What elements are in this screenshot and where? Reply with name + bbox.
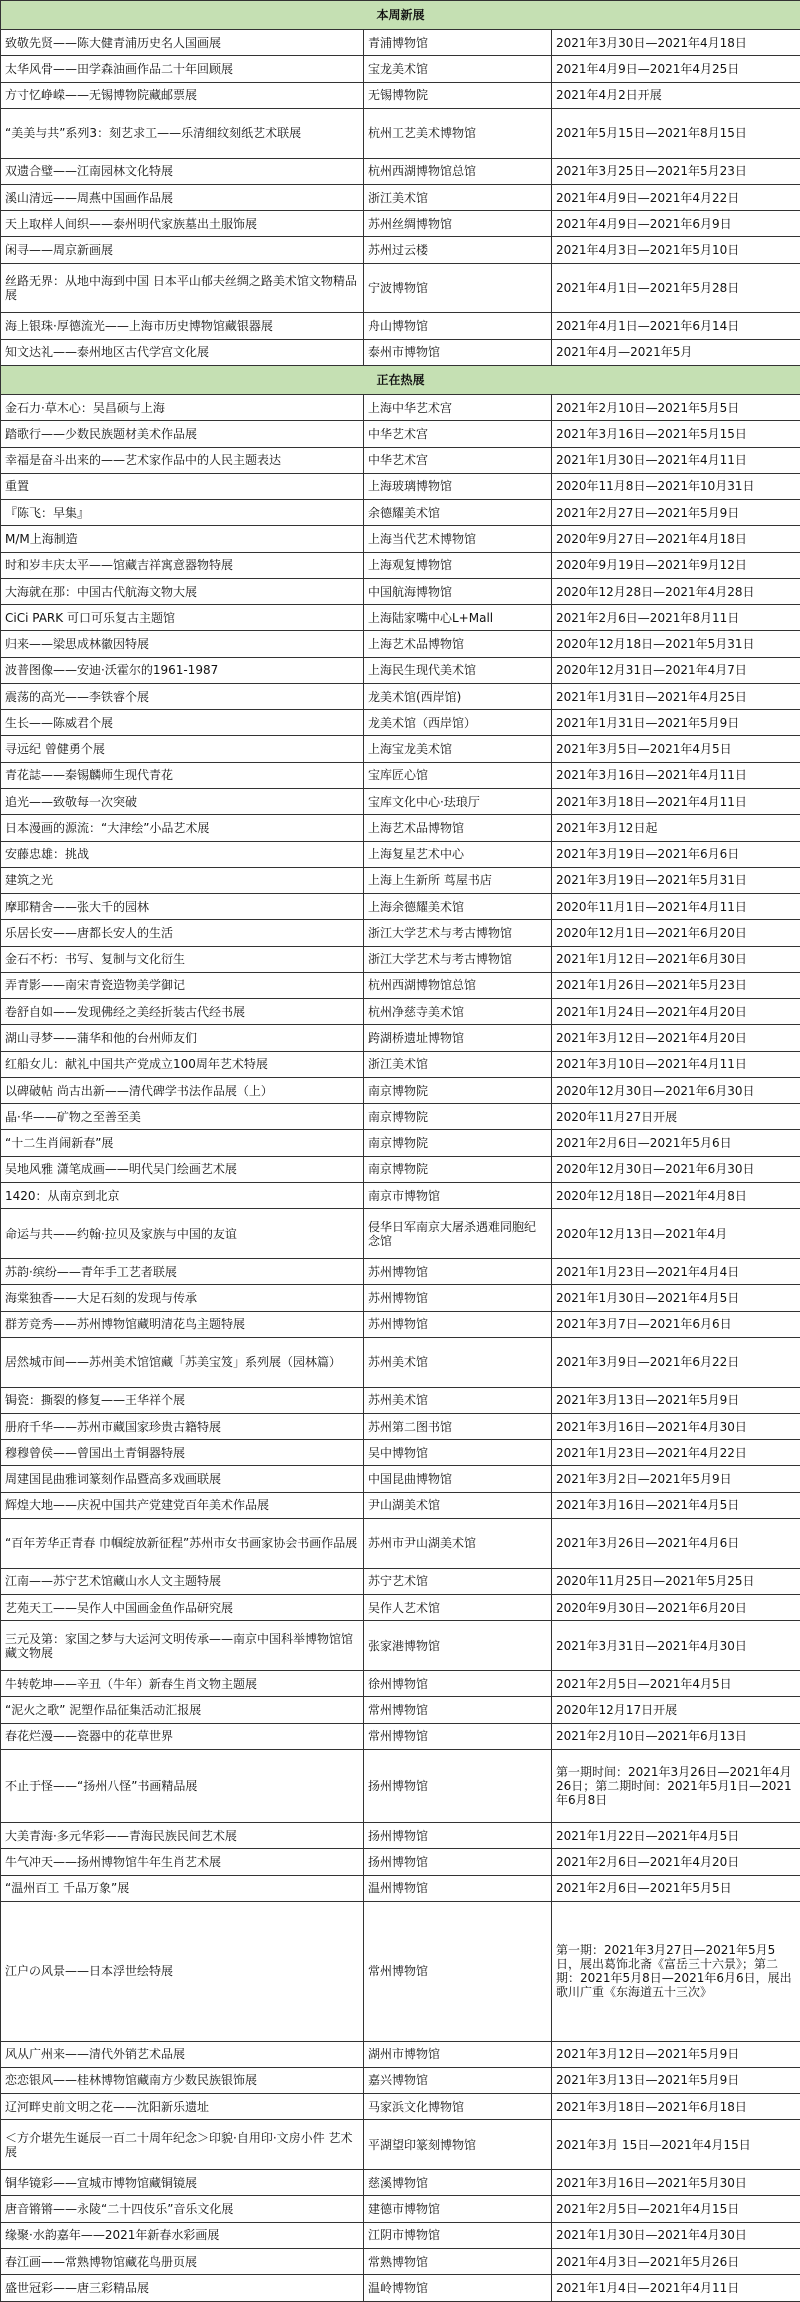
table-row — [1, 82, 800, 108]
table-row — [1, 683, 800, 709]
date-cell: 2021年3月10日—2021年4月11日 — [552, 1051, 800, 1077]
date-cell: 2021年3月16日—2021年5月15日 — [552, 421, 800, 447]
exhibition-name-cell: 乐居长安——唐都长安人的生活 — [1, 920, 364, 946]
exhibition-name-cell: 辽河畔史前文明之花——沈阳新乐遗址 — [1, 2094, 364, 2120]
date-cell: 2021年1月23日—2021年4月4日 — [552, 1259, 800, 1285]
table-row — [1, 339, 800, 365]
exhibition-name-cell: 春花烂漫——瓷器中的花草世界 — [1, 1723, 364, 1749]
table-row — [1, 1077, 800, 1103]
venue-cell: 上海陆家嘴中心L+Mall — [364, 605, 552, 631]
exhibition-name-cell: 苏韵·缤纷——青年手工艺者联展 — [1, 1259, 364, 1285]
exhibition-name-cell: 弄青影——南宋青瓷造物美学御记 — [1, 972, 364, 998]
venue-cell: 扬州博物馆 — [364, 1849, 552, 1875]
date-cell: 2020年12月17日开展 — [552, 1697, 800, 1723]
exhibition-name-cell: 艺苑天工——吴作人中国画金鱼作品研究展 — [1, 1594, 364, 1620]
exhibition-name-cell: 居然城市间——苏州美术馆馆藏「苏美宝笈」系列展（园林篇） — [1, 1337, 364, 1387]
table-row — [1, 631, 800, 657]
date-cell: 2021年2月10日—2021年5月5日 — [552, 395, 800, 421]
date-cell: 2020年12月18日—2021年5月31日 — [552, 631, 800, 657]
exhibition-name-cell: 天上取样人间织——泰州明代家族墓出土服饰展 — [1, 211, 364, 237]
table-row — [1, 2041, 800, 2067]
exhibition-name-cell: 致敬先贤——陈大健青浦历史名人国画展 — [1, 30, 364, 56]
date-cell: 2021年2月5日—2021年4月5日 — [552, 1671, 800, 1697]
exhibition-name-cell: 恋恋银风——桂林博物馆藏南方少数民族银饰展 — [1, 2067, 364, 2093]
venue-cell: 苏州市尹山湖美术馆 — [364, 1518, 552, 1568]
date-cell: 2021年1月24日—2021年4月20日 — [552, 999, 800, 1025]
venue-cell: 杭州西湖博物馆总馆 — [364, 972, 552, 998]
venue-cell: 杭州西湖博物馆总馆 — [364, 158, 552, 184]
table-row — [1, 789, 800, 815]
table-row — [1, 1875, 800, 1901]
exhibition-name-cell: 波普图像——安迪·沃霍尔的1961-1987 — [1, 657, 364, 683]
venue-cell: 上海艺术品博物馆 — [364, 631, 552, 657]
date-cell: 2020年12月28日—2021年4月28日 — [552, 578, 800, 604]
table-row — [1, 578, 800, 604]
date-cell: 2021年2月6日—2021年8月11日 — [552, 605, 800, 631]
date-cell: 2021年3月18日—2021年6月18日 — [552, 2094, 800, 2120]
table-row — [1, 1621, 800, 1671]
table-row — [1, 56, 800, 82]
date-cell: 2021年2月27日—2021年5月9日 — [552, 500, 800, 526]
table-row — [1, 2170, 800, 2196]
venue-cell: 马家浜文化博物馆 — [364, 2094, 552, 2120]
venue-cell: 嘉兴博物馆 — [364, 2067, 552, 2093]
table-row — [1, 657, 800, 683]
date-cell: 2021年3月19日—2021年5月31日 — [552, 867, 800, 893]
date-cell: 2020年11月1日—2021年4月11日 — [552, 894, 800, 920]
date-cell: 2021年4月3日—2021年5月10日 — [552, 237, 800, 263]
table-row — [1, 395, 800, 421]
table-row — [1, 552, 800, 578]
section-title: 正在热展 — [1, 365, 800, 394]
date-cell: 2020年9月30日—2021年6月20日 — [552, 1594, 800, 1620]
date-cell: 2021年4月9日—2021年4月22日 — [552, 184, 800, 210]
exhibition-name-cell: 时和岁丰庆太平——馆藏吉祥寓意器物特展 — [1, 552, 364, 578]
date-cell: 2020年9月27日—2021年4月18日 — [552, 526, 800, 552]
exhibition-name-cell: 1420：从南京到北京 — [1, 1182, 364, 1208]
table-row — [1, 815, 800, 841]
exhibition-name-cell: 日本漫画的源流：“大津绘”小品艺术展 — [1, 815, 364, 841]
date-cell: 2021年1月23日—2021年4月22日 — [552, 1440, 800, 1466]
table-row — [1, 2275, 800, 2302]
date-cell: 2020年9月19日—2021年9月12日 — [552, 552, 800, 578]
venue-cell: 上海上生新所 茑屋书店 — [364, 867, 552, 893]
date-cell: 2021年1月30日—2021年4月30日 — [552, 2222, 800, 2248]
table-row — [1, 211, 800, 237]
date-cell: 2021年3月12日起 — [552, 815, 800, 841]
date-cell: 2021年1月22日—2021年4月5日 — [552, 1823, 800, 1849]
exhibition-name-cell: 风从广州来——清代外销艺术品展 — [1, 2041, 364, 2067]
venue-cell: 南京博物院 — [364, 1130, 552, 1156]
table-row — [1, 473, 800, 499]
exhibition-name-cell: “十二生肖闹新春”展 — [1, 1130, 364, 1156]
venue-cell: 上海艺术品博物馆 — [364, 815, 552, 841]
venue-cell: 常熟博物馆 — [364, 2248, 552, 2274]
table-row — [1, 108, 800, 158]
exhibition-name-cell: “温州百工 千品万象”展 — [1, 1875, 364, 1901]
date-cell: 2021年3月16日—2021年4月5日 — [552, 1492, 800, 1518]
exhibition-name-cell: 红船女儿：献礼中国共产党成立100周年艺术特展 — [1, 1051, 364, 1077]
exhibition-name-cell: 卷舒自如——发现佛经之美经折装古代经书展 — [1, 999, 364, 1025]
venue-cell: 无锡博物院 — [364, 82, 552, 108]
venue-cell: 常州博物馆 — [364, 1723, 552, 1749]
venue-cell: 南京博物院 — [364, 1104, 552, 1130]
exhibition-name-cell: CiCi PARK 可口可乐复古主题馆 — [1, 605, 364, 631]
table-row — [1, 1413, 800, 1439]
date-cell: 2021年4月2日开展 — [552, 82, 800, 108]
exhibition-name-cell: 建筑之光 — [1, 867, 364, 893]
venue-cell: 南京博物院 — [364, 1077, 552, 1103]
venue-cell: 慈溪博物馆 — [364, 2170, 552, 2196]
date-cell: 2021年2月10日—2021年6月13日 — [552, 1723, 800, 1749]
table-row — [1, 447, 800, 473]
table-row — [1, 2196, 800, 2222]
venue-cell: 常州博物馆 — [364, 1901, 552, 2041]
table-row — [1, 1901, 800, 2041]
date-cell: 2021年4月1日—2021年6月14日 — [552, 313, 800, 339]
date-cell: 2021年3月16日—2021年4月11日 — [552, 762, 800, 788]
venue-cell: 上海民生现代美术馆 — [364, 657, 552, 683]
exhibition-name-cell: 丝路无界：从地中海到中国 日本平山郁夫丝绸之路美术馆文物精品展 — [1, 263, 364, 313]
venue-cell: 侵华日军南京大屠杀遇难同胞纪念馆 — [364, 1209, 552, 1259]
table-row — [1, 1518, 800, 1568]
venue-cell: 苏州丝绸博物馆 — [364, 211, 552, 237]
venue-cell: 青浦博物馆 — [364, 30, 552, 56]
exhibition-name-cell: 以碑破帖 尚古出新——清代碑学书法作品展（上） — [1, 1077, 364, 1103]
venue-cell: 扬州博物馆 — [364, 1823, 552, 1849]
exhibition-name-cell: 唐音锵锵——永陵“二十四伎乐”音乐文化展 — [1, 2196, 364, 2222]
table-row — [1, 1259, 800, 1285]
table-row — [1, 237, 800, 263]
venue-cell: 扬州博物馆 — [364, 1749, 552, 1822]
date-cell: 2021年3月13日—2021年5月9日 — [552, 2067, 800, 2093]
date-cell: 2021年3月12日—2021年5月9日 — [552, 2041, 800, 2067]
table-row — [1, 1311, 800, 1337]
table-row — [1, 1209, 800, 1259]
venue-cell: 杭州净慈寺美术馆 — [364, 999, 552, 1025]
venue-cell: 常州博物馆 — [364, 1697, 552, 1723]
exhibition-name-cell: “美美与共”系列3：刻艺求工——乐清细纹刻纸艺术联展 — [1, 108, 364, 158]
section-header-row — [1, 365, 800, 394]
venue-cell: 杭州工艺美术博物馆 — [364, 108, 552, 158]
table-row — [1, 841, 800, 867]
venue-cell: 宝库匠心馆 — [364, 762, 552, 788]
exhibition-name-cell: 追光——致敬每一次突破 — [1, 789, 364, 815]
exhibition-name-cell: 摩耶精舍——张大千的园林 — [1, 894, 364, 920]
date-cell: 2021年1月31日—2021年4月25日 — [552, 683, 800, 709]
date-cell: 2021年4月1日—2021年5月28日 — [552, 263, 800, 313]
venue-cell: 张家港博物馆 — [364, 1621, 552, 1671]
table-row — [1, 1337, 800, 1387]
exhibition-name-cell: 知文达礼——泰州地区古代学宫文化展 — [1, 339, 364, 365]
exhibition-name-cell: 不止于怪——“扬州八怪”书画精品展 — [1, 1749, 364, 1822]
venue-cell: 浙江美术馆 — [364, 1051, 552, 1077]
date-cell: 2021年3月19日—2021年6月6日 — [552, 841, 800, 867]
venue-cell: 浙江美术馆 — [364, 184, 552, 210]
table-row — [1, 1849, 800, 1875]
date-cell: 2021年3月16日—2021年5月30日 — [552, 2170, 800, 2196]
exhibition-name-cell: 『陈飞：早集』 — [1, 500, 364, 526]
table-row — [1, 1182, 800, 1208]
venue-cell: 温州博物馆 — [364, 1875, 552, 1901]
venue-cell: 徐州博物馆 — [364, 1671, 552, 1697]
exhibition-name-cell: 江南——苏宁艺术馆藏山水人文主题特展 — [1, 1568, 364, 1594]
table-row — [1, 946, 800, 972]
venue-cell: 南京博物院 — [364, 1156, 552, 1182]
exhibition-name-cell: 海棠独香——大足石刻的发现与传承 — [1, 1285, 364, 1311]
exhibition-name-cell: 周建国昆曲雅词篆刻作品暨高多戏画联展 — [1, 1466, 364, 1492]
date-cell: 2021年2月5日—2021年4月15日 — [552, 2196, 800, 2222]
table-row — [1, 605, 800, 631]
venue-cell: 苏州博物馆 — [364, 1285, 552, 1311]
venue-cell: 龙美术馆(西岸馆) — [364, 683, 552, 709]
venue-cell: 浙江大学艺术与考古博物馆 — [364, 920, 552, 946]
exhibition-name-cell: 牛气冲天——扬州博物馆牛年生肖艺术展 — [1, 1849, 364, 1875]
date-cell: 2020年12月1日—2021年6月20日 — [552, 920, 800, 946]
table-row — [1, 920, 800, 946]
date-cell: 2021年4月9日—2021年6月9日 — [552, 211, 800, 237]
exhibition-name-cell: 海上银珠·厚德流光——上海市历史博物馆藏银器展 — [1, 313, 364, 339]
venue-cell: 吴中博物馆 — [364, 1440, 552, 1466]
table-row — [1, 1025, 800, 1051]
table-row — [1, 421, 800, 447]
exhibition-name-cell: 牛转乾坤——辛丑（牛年）新春生肖文物主题展 — [1, 1671, 364, 1697]
table-row — [1, 894, 800, 920]
exhibition-name-cell: 缘聚·水韵嘉年——2021年新春水彩画展 — [1, 2222, 364, 2248]
venue-cell: 宝龙美术馆 — [364, 56, 552, 82]
table-row — [1, 2222, 800, 2248]
date-cell: 2020年12月31日—2021年4月7日 — [552, 657, 800, 683]
exhibition-name-cell: 辉煌大地——庆祝中国共产党建党百年美术作品展 — [1, 1492, 364, 1518]
exhibition-name-cell: ＜方介堪先生诞辰一百二十周年纪念＞印貌·自用印·文房小件 艺术展 — [1, 2120, 364, 2170]
date-cell: 2021年3月5日—2021年4月5日 — [552, 736, 800, 762]
venue-cell: 吴作人艺术馆 — [364, 1594, 552, 1620]
table-row — [1, 1568, 800, 1594]
section-header-row — [1, 1, 800, 30]
date-cell: 2021年3月2日—2021年5月9日 — [552, 1466, 800, 1492]
table-row — [1, 1156, 800, 1182]
date-cell: 2021年4月9日—2021年4月25日 — [552, 56, 800, 82]
exhibition-name-cell: 锔瓷：撕裂的修复——王华祥个展 — [1, 1387, 364, 1413]
date-cell: 2021年1月12日—2021年6月30日 — [552, 946, 800, 972]
date-cell: 2021年3月13日—2021年5月9日 — [552, 1387, 800, 1413]
date-cell: 2020年12月30日—2021年6月30日 — [552, 1156, 800, 1182]
date-cell: 2021年1月4日—2021年4月11日 — [552, 2275, 800, 2302]
date-cell: 2020年12月18日—2021年4月8日 — [552, 1182, 800, 1208]
exhibition-name-cell: 铜华镜彩——宣城市博物馆藏铜镜展 — [1, 2170, 364, 2196]
exhibition-name-cell: 青花誌——秦锡麟师生现代青花 — [1, 762, 364, 788]
table-row — [1, 736, 800, 762]
exhibition-name-cell: “百年芳华正青春 巾帼绽放新征程”苏州市女书画家协会书画作品展 — [1, 1518, 364, 1568]
exhibition-name-cell: M/M上海制造 — [1, 526, 364, 552]
date-cell: 2020年11月25日—2021年5月25日 — [552, 1568, 800, 1594]
date-cell: 2021年3月26日—2021年4月6日 — [552, 1518, 800, 1568]
venue-cell: 上海当代艺术博物馆 — [364, 526, 552, 552]
date-cell: 2020年12月30日—2021年6月30日 — [552, 1077, 800, 1103]
table-row — [1, 2248, 800, 2274]
table-row — [1, 1823, 800, 1849]
venue-cell: 宁波博物馆 — [364, 263, 552, 313]
date-cell: 2021年4月3日—2021年5月26日 — [552, 2248, 800, 2274]
venue-cell: 苏州美术馆 — [364, 1387, 552, 1413]
exhibition-name-cell: 三元及第：家国之梦与大运河文明传承——南京中国科举博物馆馆藏文物展 — [1, 1621, 364, 1671]
date-cell: 2021年3月25日—2021年5月23日 — [552, 158, 800, 184]
date-cell: 2021年3月7日—2021年6月6日 — [552, 1311, 800, 1337]
venue-cell: 苏州第二图书馆 — [364, 1413, 552, 1439]
table-row — [1, 1594, 800, 1620]
venue-cell: 余德耀美术馆 — [364, 500, 552, 526]
date-cell: 2021年3月16日—2021年4月30日 — [552, 1413, 800, 1439]
table-row — [1, 1440, 800, 1466]
table-row — [1, 158, 800, 184]
exhibition-name-cell: 册府千华——苏州市藏国家珍贵古籍特展 — [1, 1413, 364, 1439]
table-row — [1, 867, 800, 893]
table-row — [1, 30, 800, 56]
date-cell: 2021年4月—2021年5月 — [552, 339, 800, 365]
date-cell: 2021年3月9日—2021年6月22日 — [552, 1337, 800, 1387]
venue-cell: 湖州市博物馆 — [364, 2041, 552, 2067]
venue-cell: 宝库文化中心·珐琅厅 — [364, 789, 552, 815]
table-row — [1, 972, 800, 998]
exhibition-name-cell: 金石不朽：书写、复制与文化衍生 — [1, 946, 364, 972]
venue-cell: 上海玻璃博物馆 — [364, 473, 552, 499]
date-cell: 2021年3月 15日—2021年4月15日 — [552, 2120, 800, 2170]
section-title: 本周新展 — [1, 1, 800, 30]
exhibition-name-cell: 安藤忠雄：挑战 — [1, 841, 364, 867]
venue-cell: 苏宁艺术馆 — [364, 1568, 552, 1594]
exhibition-name-cell: 方寸忆峥嵘——无锡博物院藏邮票展 — [1, 82, 364, 108]
venue-cell: 中华艺术宫 — [364, 421, 552, 447]
venue-cell: 上海余德耀美术馆 — [364, 894, 552, 920]
exhibition-name-cell: 闲寻——周京新画展 — [1, 237, 364, 263]
date-cell: 2021年2月6日—2021年5月6日 — [552, 1130, 800, 1156]
venue-cell: 尹山湖美术馆 — [364, 1492, 552, 1518]
exhibition-table-body — [1, 1, 800, 2302]
table-row — [1, 1051, 800, 1077]
exhibition-name-cell: “泥火之歌” 泥塑作品征集活动汇报展 — [1, 1697, 364, 1723]
exhibition-name-cell: 双遗合璧——江南园林文化特展 — [1, 158, 364, 184]
venue-cell: 上海观复博物馆 — [364, 552, 552, 578]
date-cell: 第一期：2021年3月27日—2021年5月5日，展出葛饰北斋《富岳三十六景》；第二期：2021年5月8日—2021年6月6日，展出歌川广重《东海道五十三次》 — [552, 1901, 800, 2041]
date-cell: 2020年12月13日—2021年4月 — [552, 1209, 800, 1259]
venue-cell: 泰州市博物馆 — [364, 339, 552, 365]
venue-cell: 中华艺术宫 — [364, 447, 552, 473]
exhibition-name-cell: 春江画——常熟博物馆藏花鸟册页展 — [1, 2248, 364, 2274]
exhibition-name-cell: 寻远纪 曾健勇个展 — [1, 736, 364, 762]
venue-cell: 上海宝龙美术馆 — [364, 736, 552, 762]
venue-cell: 舟山博物馆 — [364, 313, 552, 339]
table-row — [1, 1749, 800, 1822]
venue-cell: 浙江大学艺术与考古博物馆 — [364, 946, 552, 972]
venue-cell: 中国航海博物馆 — [364, 578, 552, 604]
exhibition-name-cell: 群芳竞秀——苏州博物馆藏明清花鸟主题特展 — [1, 1311, 364, 1337]
table-row — [1, 1697, 800, 1723]
table-row — [1, 762, 800, 788]
venue-cell: 建德市博物馆 — [364, 2196, 552, 2222]
date-cell: 2021年1月26日—2021年5月23日 — [552, 972, 800, 998]
exhibition-name-cell: 大海就在那：中国古代航海文物大展 — [1, 578, 364, 604]
date-cell: 2020年11月27日开展 — [552, 1104, 800, 1130]
exhibition-name-cell: 晶·华——矿物之至善至美 — [1, 1104, 364, 1130]
table-row — [1, 1723, 800, 1749]
exhibition-name-cell: 穆穆曾侯——曾国出土青铜器特展 — [1, 1440, 364, 1466]
table-row — [1, 184, 800, 210]
venue-cell: 平湖望印篆刻博物馆 — [364, 2120, 552, 2170]
venue-cell: 苏州博物馆 — [364, 1311, 552, 1337]
table-row — [1, 2067, 800, 2093]
table-row — [1, 1466, 800, 1492]
exhibition-name-cell: 湖山寻梦——蒲华和他的台州师友们 — [1, 1025, 364, 1051]
table-row — [1, 1104, 800, 1130]
venue-cell: 苏州过云楼 — [364, 237, 552, 263]
exhibition-name-cell: 归来——梁思成林徽因特展 — [1, 631, 364, 657]
table-row — [1, 999, 800, 1025]
table-row — [1, 2094, 800, 2120]
table-row — [1, 263, 800, 313]
venue-cell: 江阴市博物馆 — [364, 2222, 552, 2248]
date-cell: 2020年11月8日—2021年10月31日 — [552, 473, 800, 499]
date-cell: 2021年1月30日—2021年4月11日 — [552, 447, 800, 473]
venue-cell: 跨湖桥遗址博物馆 — [364, 1025, 552, 1051]
exhibition-name-cell: 命运与共——约翰·拉贝及家族与中国的友谊 — [1, 1209, 364, 1259]
exhibition-name-cell: 江户の风景——日本浮世绘特展 — [1, 1901, 364, 2041]
date-cell: 2021年1月31日—2021年5月9日 — [552, 710, 800, 736]
date-cell: 2021年5月15日—2021年8月15日 — [552, 108, 800, 158]
date-cell: 2021年3月12日—2021年4月20日 — [552, 1025, 800, 1051]
date-cell: 2021年1月30日—2021年4月5日 — [552, 1285, 800, 1311]
venue-cell: 龙美术馆（西岸馆） — [364, 710, 552, 736]
table-row — [1, 1130, 800, 1156]
exhibition-name-cell: 大美青海·多元华彩——青海民族民间艺术展 — [1, 1823, 364, 1849]
exhibition-name-cell: 踏歌行——少数民族题材美术作品展 — [1, 421, 364, 447]
venue-cell: 苏州美术馆 — [364, 1337, 552, 1387]
venue-cell: 上海中华艺术宫 — [364, 395, 552, 421]
table-row — [1, 500, 800, 526]
exhibition-name-cell: 幸福是奋斗出来的——艺术家作品中的人民主题表达 — [1, 447, 364, 473]
exhibition-name-cell: 吴地风雅 潇笔成画——明代吴门绘画艺术展 — [1, 1156, 364, 1182]
table-row — [1, 526, 800, 552]
table-row — [1, 1492, 800, 1518]
date-cell: 2021年3月30日—2021年4月18日 — [552, 30, 800, 56]
table-row — [1, 1671, 800, 1697]
table-row — [1, 2120, 800, 2170]
exhibition-name-cell: 太华风骨——田学森油画作品二十年回顾展 — [1, 56, 364, 82]
venue-cell: 中国昆曲博物馆 — [364, 1466, 552, 1492]
exhibition-name-cell: 震荡的高光——李铁睿个展 — [1, 683, 364, 709]
table-row — [1, 1387, 800, 1413]
date-cell: 2021年3月18日—2021年4月11日 — [552, 789, 800, 815]
table-row — [1, 313, 800, 339]
table-row — [1, 1285, 800, 1311]
date-cell: 2021年2月6日—2021年5月5日 — [552, 1875, 800, 1901]
date-cell: 2021年3月31日—2021年4月30日 — [552, 1621, 800, 1671]
exhibition-name-cell: 重置 — [1, 473, 364, 499]
exhibition-name-cell: 金石力·草木心：吴昌硕与上海 — [1, 395, 364, 421]
exhibition-name-cell: 生长——陈威君个展 — [1, 710, 364, 736]
date-cell: 2021年2月6日—2021年4月20日 — [552, 1849, 800, 1875]
exhibition-name-cell: 溪山清远——周燕中国画作品展 — [1, 184, 364, 210]
venue-cell: 上海复星艺术中心 — [364, 841, 552, 867]
venue-cell: 南京市博物馆 — [364, 1182, 552, 1208]
venue-cell: 苏州博物馆 — [364, 1259, 552, 1285]
table-row — [1, 710, 800, 736]
venue-cell: 温岭博物馆 — [364, 2275, 552, 2302]
exhibition-name-cell: 盛世冠彩——唐三彩精品展 — [1, 2275, 364, 2302]
date-cell: 第一期时间：2021年3月26日—2021年4月26日；第二期时间：2021年5月1日—2021年6月8日 — [552, 1749, 800, 1822]
